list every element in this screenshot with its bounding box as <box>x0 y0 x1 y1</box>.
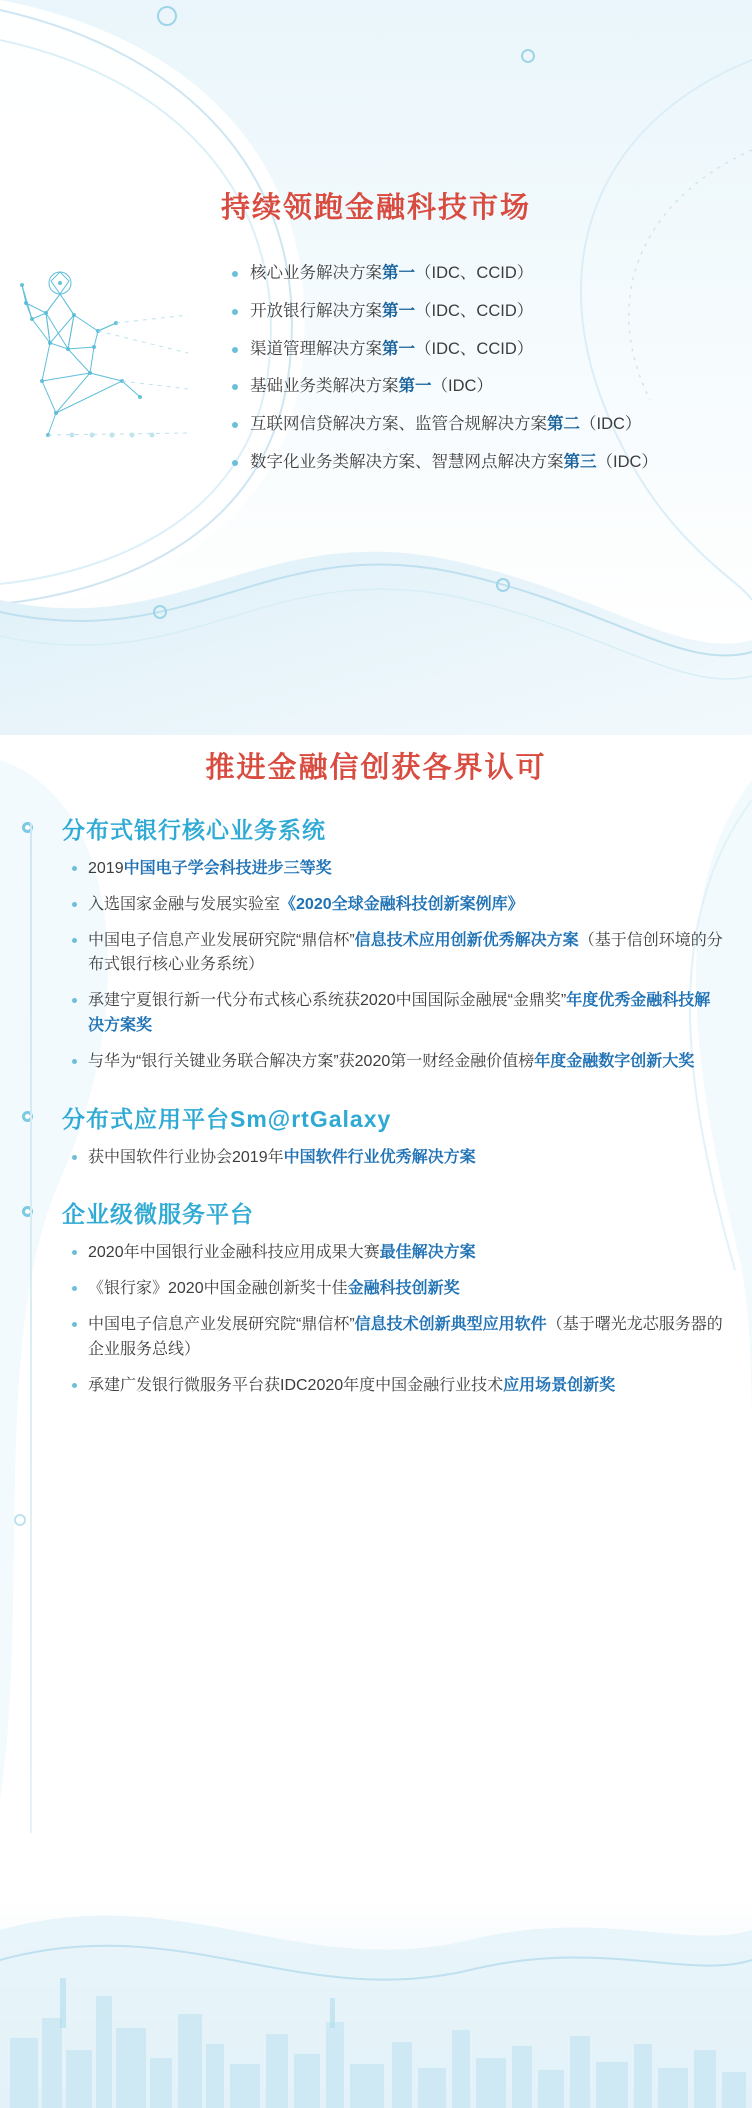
group-items <box>0 1146 752 1171</box>
item-award-highlight: 应用场景创新奖 <box>503 1376 616 1394</box>
list-item <box>72 929 726 979</box>
list-item <box>72 857 726 882</box>
item-text-pre: 2019 <box>88 860 124 877</box>
item-text-post: （IDC、CCID） <box>415 339 534 358</box>
item-rank-highlight: 第二 <box>547 415 580 433</box>
section-fintech-recognition <box>0 745 752 1925</box>
group-items <box>0 1241 752 1398</box>
list-item <box>228 374 728 399</box>
item-text-pre: 中国电子信息产业发展研究院“鼎信杯” <box>88 931 355 949</box>
recognition-groups <box>0 812 752 1398</box>
item-rank-highlight: 第一 <box>398 377 432 396</box>
item-award-highlight: 最佳解决方案 <box>379 1244 476 1262</box>
item-text-pre: 入选国家金融与发展实验室 <box>88 895 281 913</box>
list-item <box>72 1374 726 1399</box>
item-award-highlight: 中国电子学会科技进步三等奖 <box>123 860 332 877</box>
item-text-pre: 核心业务解决方案 <box>250 264 382 282</box>
item-rank-highlight: 第一 <box>382 339 415 358</box>
group-items <box>0 857 752 1075</box>
item-text-post: （基于曙光龙芯服务器的企业服务总线） <box>88 1315 723 1358</box>
recognition-group <box>0 1196 752 1398</box>
item-text-pre: 互联网信贷解决方案、监管合规解决方案 <box>250 415 547 433</box>
item-text-pre: 开放银行解决方案 <box>250 301 382 320</box>
item-text-pre: 基础业务类解决方案 <box>250 377 399 396</box>
list-item <box>72 1241 726 1266</box>
item-text-pre: 渠道管理解决方案 <box>250 339 382 358</box>
list-item <box>72 1277 726 1302</box>
item-award-highlight: 金融科技创新奖 <box>347 1280 460 1298</box>
city-skyline-illustration <box>0 1918 752 2108</box>
section2-title: 推进金融信创获各界认可 <box>205 752 547 784</box>
item-text-post: （IDC） <box>580 415 642 433</box>
recognition-group <box>0 1101 752 1171</box>
list-item <box>72 1050 726 1075</box>
item-rank-highlight: 第一 <box>382 301 415 320</box>
list-item <box>228 450 728 475</box>
timeline-rail <box>30 823 32 1833</box>
list-item <box>228 261 728 286</box>
item-text-pre: 承建广发银行微服务平台获IDC2020年度中国金融行业技术 <box>88 1376 504 1394</box>
item-text-post: （IDC、CCID） <box>415 301 534 320</box>
list-item <box>228 412 728 437</box>
list-item <box>72 1313 726 1363</box>
item-text-pre: 2020年中国银行业金融科技应用成果大赛 <box>88 1244 380 1262</box>
group-heading: 企业级微服务平台 <box>62 1196 752 1229</box>
list-item <box>228 337 728 362</box>
section1-title: 持续领跑金融科技市场 <box>220 192 531 224</box>
item-text-pre: 获中国软件行业协会2019年 <box>88 1148 284 1166</box>
item-text-pre: 中国电子信息产业发展研究院“鼎信杯” <box>88 1315 355 1333</box>
item-text-pre: 承建宁夏银行新一代分布式核心系统获2020中国国际金融展“金鼎奖” <box>88 992 567 1010</box>
item-rank-highlight: 第一 <box>382 264 415 282</box>
recognition-group <box>0 812 752 1075</box>
item-text-post: （IDC、CCID） <box>415 264 534 282</box>
group-heading: 分布式银行核心业务系统 <box>62 812 752 845</box>
market-leadership-list <box>228 261 728 488</box>
item-award-highlight: 信息技术应用创新优秀解决方案 <box>354 931 579 949</box>
item-text-post: （IDC） <box>596 452 658 471</box>
item-rank-highlight: 第三 <box>563 452 597 471</box>
item-award-highlight: 年度金融数字创新大奖 <box>534 1052 695 1070</box>
item-text-post: （IDC） <box>431 377 493 396</box>
section-market-leadership <box>0 185 752 605</box>
list-item <box>72 989 726 1039</box>
item-award-highlight: 中国软件行业优秀解决方案 <box>283 1148 476 1166</box>
list-item <box>72 893 726 918</box>
item-text-pre: 数字化业务类解决方案、智慧网点解决方案 <box>250 452 564 471</box>
running-man-illustration <box>12 257 192 497</box>
list-item <box>228 299 728 324</box>
item-text-post: （基于信创环境的分布式银行核心业务系统） <box>88 931 723 974</box>
item-text-pre: 《银行家》2020中国金融创新奖十佳 <box>88 1280 348 1298</box>
list-item <box>72 1146 726 1171</box>
item-award-highlight: 年度优秀金融科技解决方案奖 <box>88 992 711 1034</box>
item-award-highlight: 《2020全球金融科技创新案例库》 <box>280 895 524 913</box>
item-text-pre: 与华为“银行关键业务联合解决方案”获2020第一财经金融价值榜 <box>88 1052 535 1070</box>
group-heading: 分布式应用平台Sm@rtGalaxy <box>62 1101 752 1134</box>
item-award-highlight: 信息技术创新典型应用软件 <box>354 1315 547 1333</box>
